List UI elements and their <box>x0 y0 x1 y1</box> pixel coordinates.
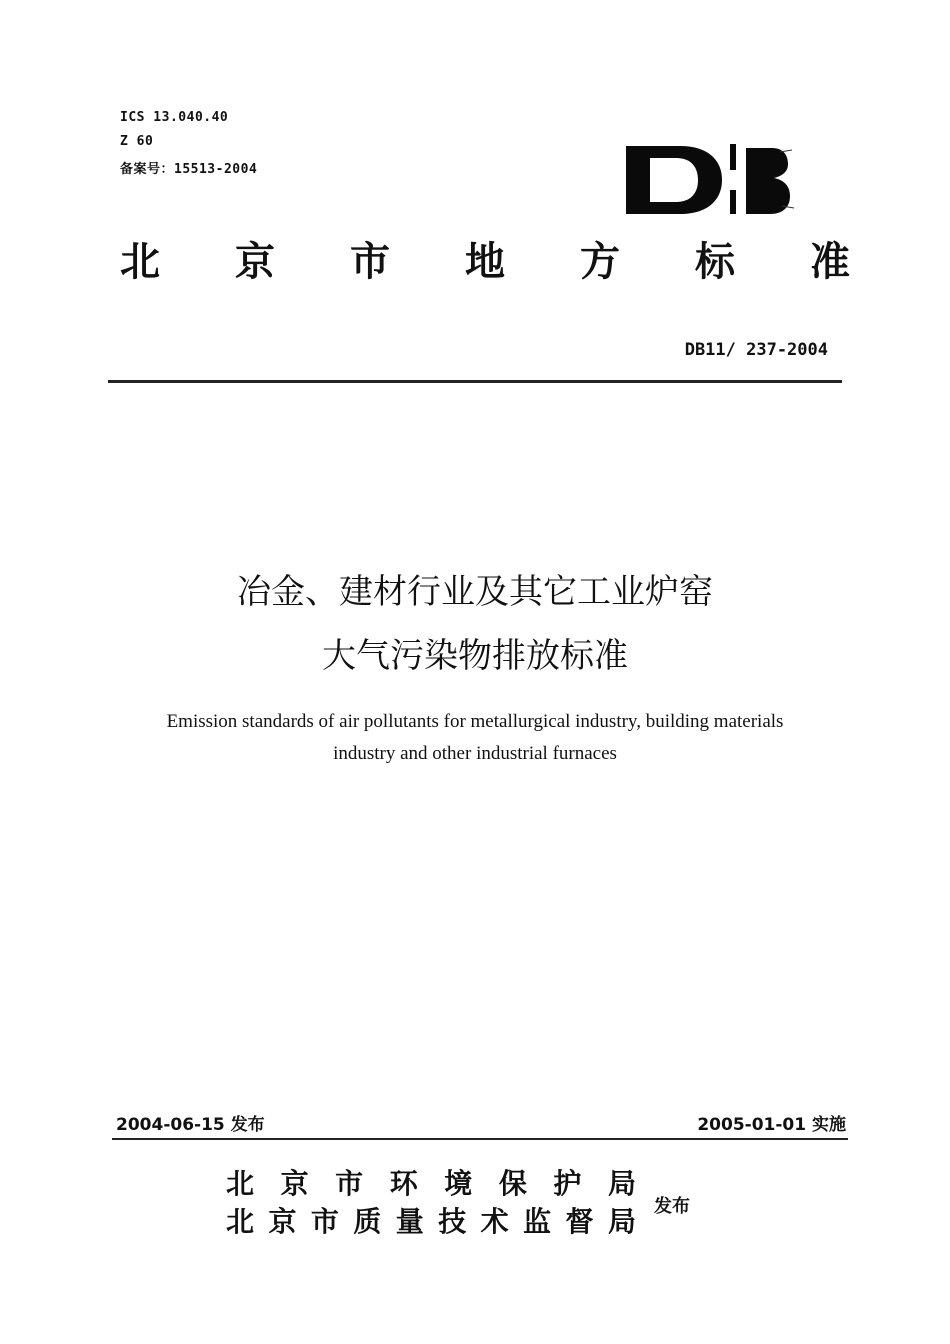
organization-char: 市 <box>310 1205 339 1238</box>
implementation-date: 2005-01-01 实施 <box>697 1115 846 1135</box>
organization-char: 北 <box>226 1167 255 1200</box>
classification-code: Z 60 <box>120 134 154 149</box>
standard-type-char: 市 <box>350 238 390 285</box>
english-title-line-1: Emission standards of air pollutants for metallurgical industry, building materials <box>166 711 784 732</box>
organization-char: 护 <box>553 1167 582 1200</box>
ics-code: ICS 13.040.40 <box>120 110 229 125</box>
standard-type-heading <box>120 228 850 288</box>
organization-char: 环 <box>389 1167 418 1200</box>
organization-char: 保 <box>498 1167 527 1200</box>
standard-type-char: 北 <box>120 238 160 285</box>
issuing-organization-2 <box>226 1200 636 1240</box>
registration-number: 备案号：15513-2004 <box>120 162 258 177</box>
standard-type-char: 地 <box>465 238 505 285</box>
organization-char: 监 <box>523 1205 552 1238</box>
organization-char: 量 <box>395 1205 424 1238</box>
organization-char: 技 <box>438 1205 467 1238</box>
chinese-title-line-2: 大气污染物排放标准 <box>322 636 628 676</box>
db-logo <box>622 132 802 224</box>
organization-char: 术 <box>480 1205 509 1238</box>
organization-char: 北 <box>226 1205 255 1238</box>
organization-char: 京 <box>280 1167 309 1200</box>
english-title <box>60 706 890 770</box>
standard-type-char: 准 <box>810 238 850 285</box>
organization-char: 质 <box>353 1205 382 1238</box>
bottom-divider <box>112 1138 848 1140</box>
chinese-title-line-1: 冶金、建材行业及其它工业炉窑 <box>237 572 713 612</box>
organization-char: 局 <box>607 1167 636 1200</box>
english-title-line-2: industry and other industrial furnaces <box>333 743 617 764</box>
chinese-title <box>0 560 950 688</box>
organization-char: 境 <box>444 1167 473 1200</box>
organization-char: 京 <box>268 1205 297 1238</box>
issue-date: 2004-06-15 发布 <box>116 1115 265 1135</box>
standard-type-char: 方 <box>580 238 620 285</box>
organization-char: 市 <box>335 1167 364 1200</box>
publish-label: 发布 <box>654 1196 690 1217</box>
top-divider <box>108 380 842 383</box>
organization-char: 局 <box>607 1205 636 1238</box>
standard-type-char: 京 <box>235 238 275 285</box>
issuing-organization-1 <box>226 1162 636 1202</box>
standard-number: DB11/ 237-2004 <box>684 340 828 360</box>
organization-char: 督 <box>565 1205 594 1238</box>
standard-type-char: 标 <box>695 238 735 285</box>
